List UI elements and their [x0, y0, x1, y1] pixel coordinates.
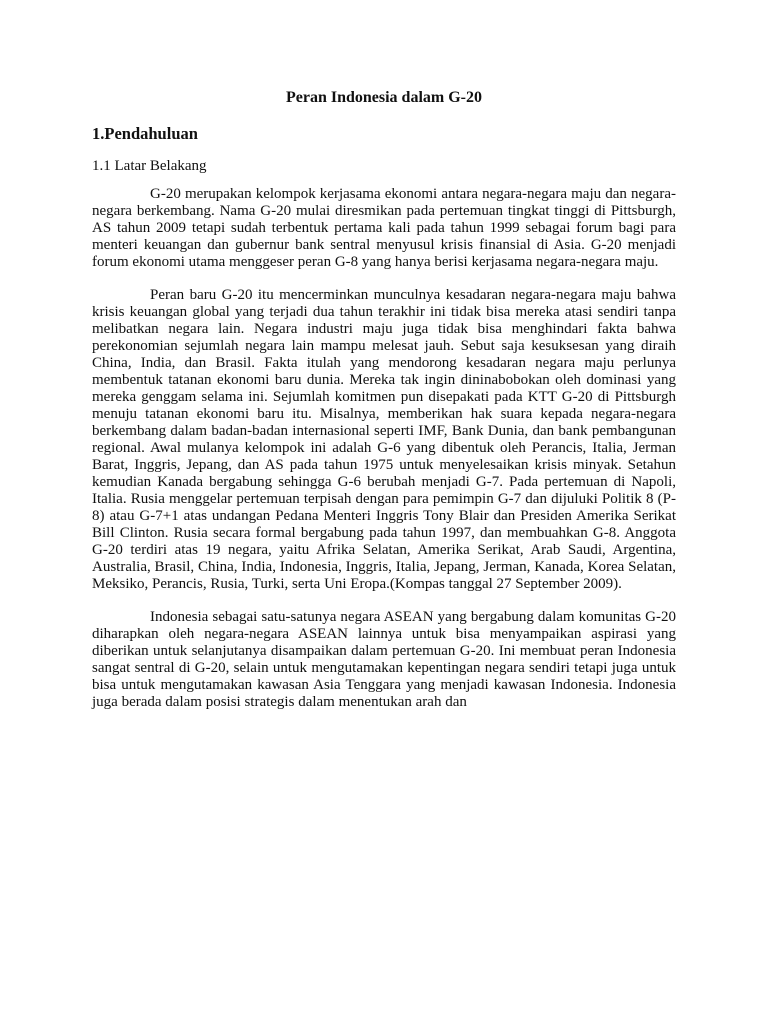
document-title: Peran Indonesia dalam G-20	[285, 89, 482, 106]
paragraph-indonesia-role: Indonesia sebagai satu-satunya negara ASEAN yang bergabung dalam komunitas G-20 diharapkan oleh negara-negara ASEAN lainnya untuk bisa menyampaikan aspirasi yang diberikan untuk selanjutanya disampaikan dalam pertemuan G-20. Ini membuat peran Indonesia sangat sentral di G-20, selain untuk mengutamakan kepentingan negara sendiri tetapi juga untuk bisa untuk mengutamakan kawasan Asia Tenggara yang menjadi kawasan Indonesia. Indonesia juga berada dalam posisi strategis dalam menentukan arah dan	[92, 609, 676, 710]
paragraph-intro: G-20 merupakan kelompok kerjasama ekonomi antara negara-negara maju dan negara-negara berkembang. Nama G-20 mulai diresmikan pada pertemuan tingkat tinggi di Pittsburgh, AS tahun 2009 tetapi sudah terbentuk pertama kali pada tahun 1999 sebagai forum bagi para menteri keuangan dan gubernur bank sentral menyusul krisis finansial di Asia. G-20 menjadi forum ekonomi utama menggeser peran G-8 yang hanya berisi kerjasama negara-negara maju.	[92, 186, 676, 270]
section-heading: 1.Pendahuluan	[92, 124, 198, 143]
subsection-heading: 1.1 Latar Belakang	[92, 158, 207, 174]
paragraph-history: Peran baru G-20 itu mencerminkan munculnya kesadaran negara-negara maju bahwa krisis keuangan global yang terjadi dua tahun terakhir ini tidak bisa mereka atasi sendiri tanpa melibatkan negara lain. Negara industri maju juga tidak bisa menghindari fakta bahwa perekonomian sejumlah negara lain mampu melesat jauh. Sebut saja kesuksesan yang diraih China, India, dan Brasil. Fakta itulah yang mendorong kesadaran negara maju perlunya membentuk tatanan ekonomi baru dunia. Mereka tak ingin dininabobokan oleh dominasi yang mereka genggam selama ini. Sejumlah komitmen pun disepakati pada KTT G-20 di Pittsburgh menuju tatanan ekonomi baru itu. Misalnya, memberikan hak suara kepada negara-negara berkembang dalam badan-badan internasional seperti IMF, Bank Dunia, dan bank pembangunan regional. Awal mulanya kelompok ini adalah G-6 yang dibentuk oleh Perancis, Italia, Jerman Barat, Inggris, Jepang, dan AS pada tahun 1975 untuk menyelesaikan krisis minyak. Setahun kemudian Kanada bergabung sehingga G-6 berubah menjadi G-7. Pada pertemuan di Napoli, Italia. Rusia menggelar pertemuan terpisah dengan para pemimpin G-7 dan dijuluki Politik 8 (P-8) atau G-7+1 atas undangan Pedana Menteri Inggris Tony Blair dan Presiden Amerika Serikat Bill Clinton. Rusia secara formal bergabung pada tahun 1997, dan membuahkan G-8. Anggota G-20 terdiri atas 19 negara, yaitu Afrika Selatan, Amerika Serikat, Arab Saudi, Argentina, Australia, Brasil, China, India, Indonesia, Inggris, Italia, Jepang, Jerman, Kanada, Korea Selatan, Meksiko, Perancis, Rusia, Turki, serta Uni Eropa.(Kompas tanggal 27 September 2009).	[92, 287, 676, 592]
document-page	[92, 88, 676, 727]
